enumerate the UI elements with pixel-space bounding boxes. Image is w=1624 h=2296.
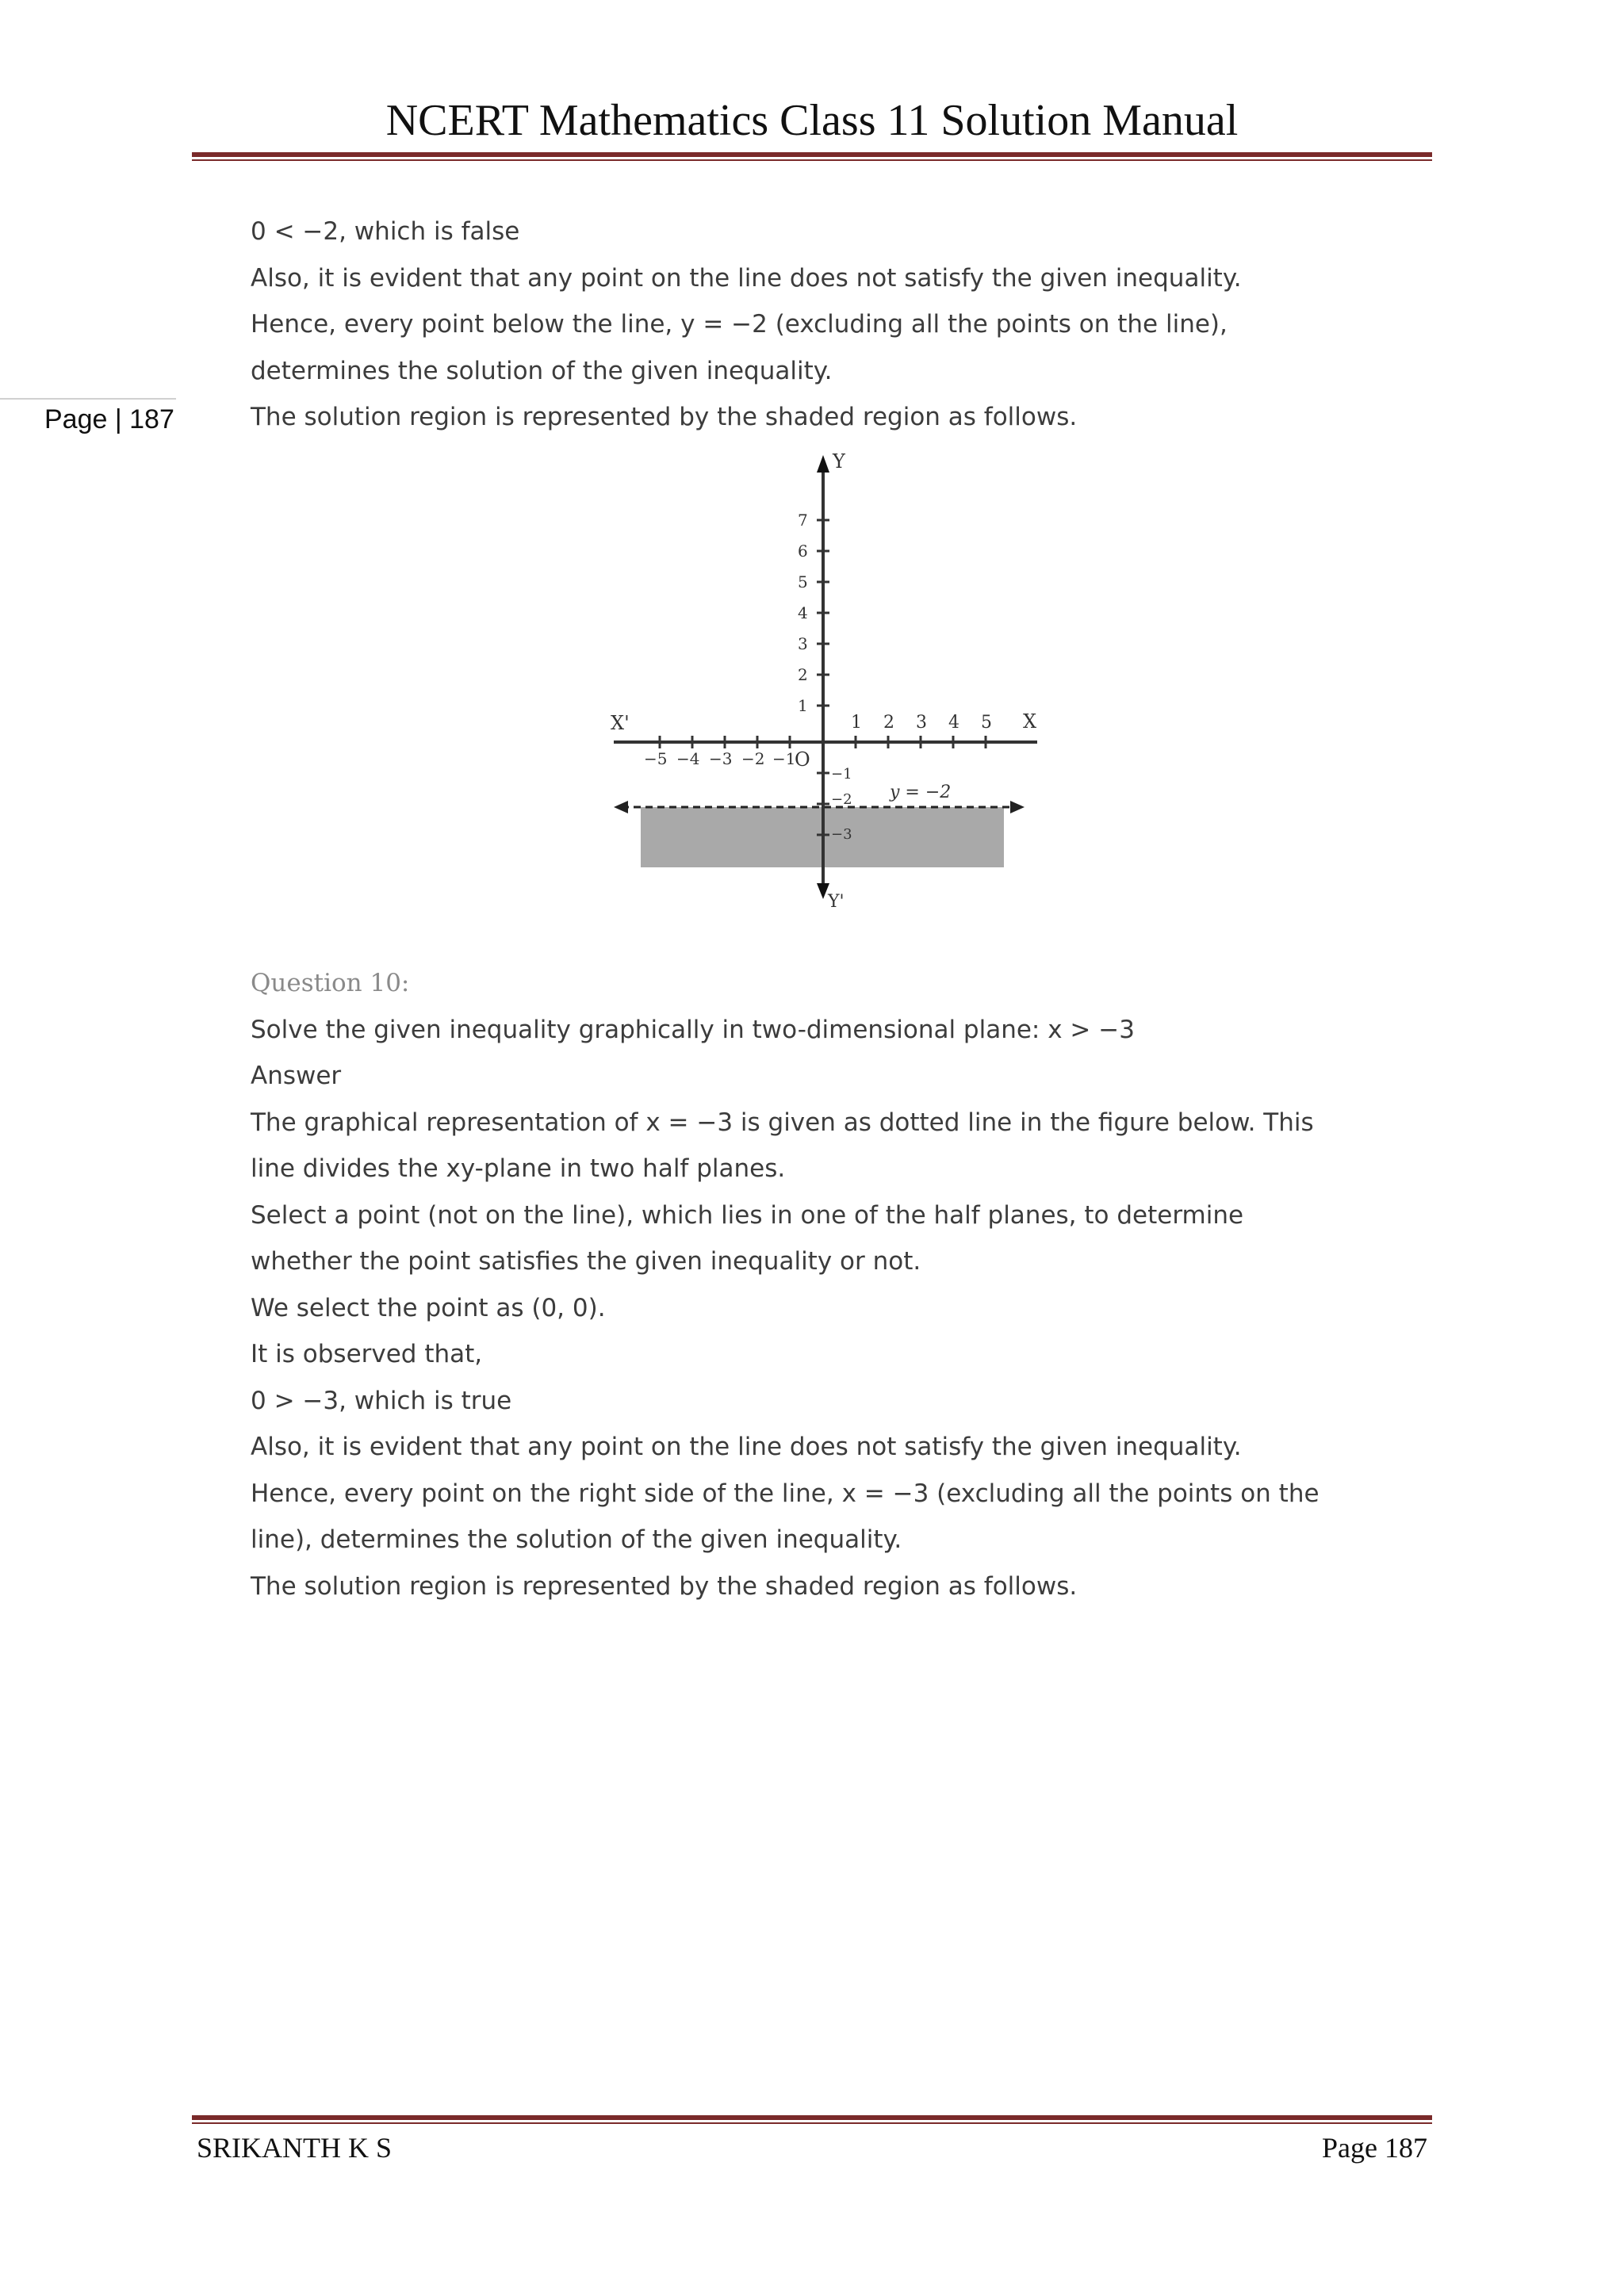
footer-page-number: Page 187 xyxy=(1322,2132,1427,2164)
text-line: Also, it is evident that any point on the line does not satisfy the given inequality. xyxy=(251,264,1242,293)
text-line: The graphical representation of x = −3 is given as dotted line in the figure below. This xyxy=(251,1108,1314,1137)
header-rule-thin xyxy=(192,159,1432,161)
footer-author: SRIKANTH K S xyxy=(197,2132,393,2164)
text-line: It is observed that, xyxy=(251,1340,483,1368)
x-tick-label: 3 xyxy=(916,713,927,733)
header-rule xyxy=(192,152,1432,157)
footer-rule xyxy=(192,2115,1432,2120)
text-line: The solution region is represented by the shaded region as follows. xyxy=(251,1572,1078,1601)
footer-rule-thin xyxy=(192,2122,1432,2124)
y-tick-label: 2 xyxy=(798,665,808,684)
text-line: 0 < −2, which is false xyxy=(251,217,520,246)
axis-y-bottom-label: Y' xyxy=(828,892,845,910)
y-tick-label: −1 xyxy=(831,766,852,783)
axis-x-left-label: X' xyxy=(611,712,630,734)
line-label: y = −2 xyxy=(890,783,952,802)
x-tick-label: 2 xyxy=(883,713,894,733)
question-heading: Question 10: xyxy=(251,969,410,997)
y-tick-label: −2 xyxy=(831,791,852,808)
y-tick-label: 7 xyxy=(798,511,808,530)
x-tick-label: 1 xyxy=(851,713,862,733)
x-tick-label: −3 xyxy=(709,749,733,768)
x-tick-label: −1 xyxy=(772,749,796,768)
side-page-label: Page | 187 xyxy=(44,404,174,434)
x-tick-label: −4 xyxy=(676,749,700,768)
y-tick-label: 1 xyxy=(798,696,808,715)
x-tick-label: 4 xyxy=(948,713,959,733)
text-line: line), determines the solution of the given inequality. xyxy=(251,1525,902,1554)
x-tick-label: −2 xyxy=(741,749,765,768)
y-tick-label: −3 xyxy=(831,826,852,843)
y-tick-label: 6 xyxy=(798,541,808,561)
text-line: 0 > −3, which is true xyxy=(251,1387,512,1415)
text-line: Answer xyxy=(251,1062,342,1090)
text-line: line divides the xy-plane in two half planes. xyxy=(251,1154,786,1183)
page-title: NCERT Mathematics Class 11 Solution Manual xyxy=(385,96,1239,145)
boundary-arrow-right xyxy=(1010,801,1025,813)
text-line: Hence, every point on the right side of the line, x = −3 (excluding all the points on the xyxy=(251,1479,1320,1508)
origin-label: O xyxy=(795,748,810,771)
y-axis-arrow-up xyxy=(817,455,829,473)
text-line: We select the point as (0, 0). xyxy=(251,1294,606,1322)
inequality-graph xyxy=(603,450,1047,910)
text-line: The solution region is represented by the shaded region as follows. xyxy=(251,403,1078,431)
axis-x-right-label: X xyxy=(1023,710,1037,733)
text-line: Hence, every point below the line, y = −2 (excluding all the points on the line), xyxy=(251,310,1228,339)
x-tick-label: −5 xyxy=(644,749,668,768)
text-line: determines the solution of the given inequality. xyxy=(251,357,833,385)
y-tick-label: 4 xyxy=(798,603,808,622)
text-line: Select a point (not on the line), which lies in one of the half planes, to determine xyxy=(251,1201,1244,1230)
text-line: whether the point satisfies the given inequality or not. xyxy=(251,1247,921,1276)
x-tick-label: 5 xyxy=(981,713,992,733)
side-divider xyxy=(0,398,176,400)
text-line: Solve the given inequality graphically in two-dimensional plane: x > −3 xyxy=(251,1016,1135,1044)
y-tick-label: 5 xyxy=(798,572,808,591)
boundary-arrow-left xyxy=(614,801,628,813)
axis-y-top-label: Y xyxy=(833,450,845,473)
y-tick-label: 3 xyxy=(798,634,808,653)
text-line: Also, it is evident that any point on the line does not satisfy the given inequality. xyxy=(251,1433,1242,1461)
